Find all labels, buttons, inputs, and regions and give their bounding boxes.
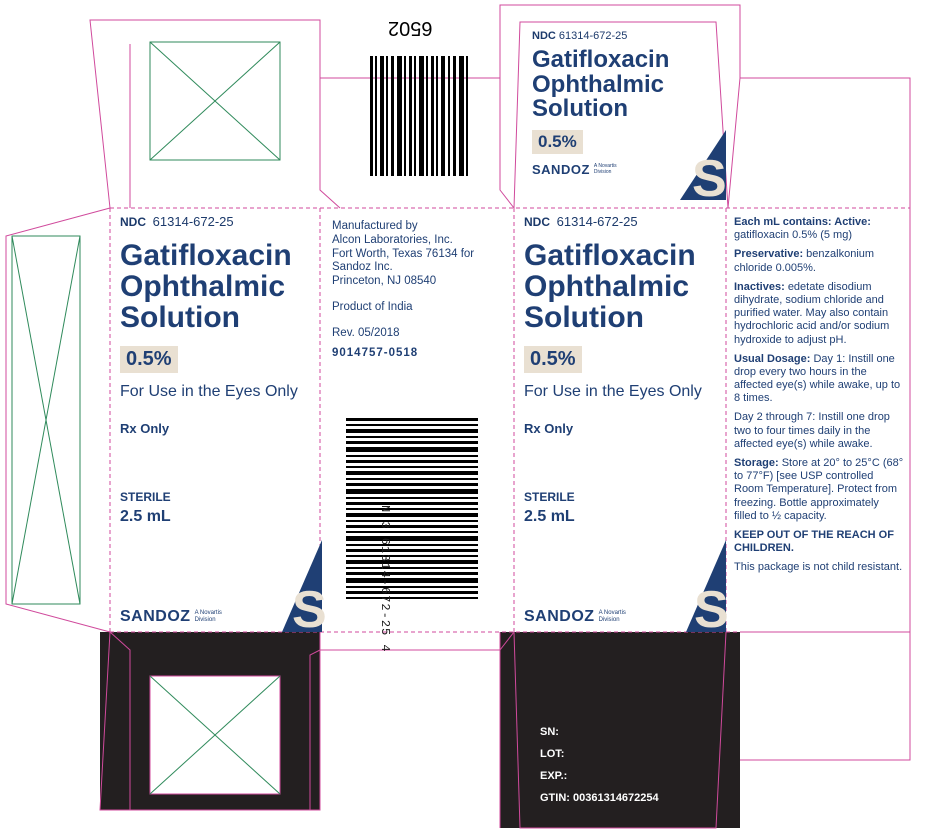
exp-label: EXP.: [540,770,568,782]
brand-logo-top [532,162,712,177]
brand-logo-right [524,608,626,626]
barcode-number: N 3 61314-672-25 4 [378,505,392,653]
brand-sub: A Novartis Division [598,610,626,623]
brand-name: SANDOZ [532,162,590,178]
mfr-line5: Princeton, NJ 08540 [332,275,437,288]
concentration-badge: 0.5% [524,346,582,373]
front-panel-left [120,214,320,526]
brand-sub: A Novartis Division [194,610,222,623]
top-code: 6502 [388,17,433,39]
product-line1: Gatifloxacin [120,239,292,272]
product-line3: Solution [524,300,644,334]
item-code: 9014757-0518 [332,346,419,359]
product-line1: Gatifloxacin [532,46,670,73]
svg-text:S: S [694,581,729,639]
svg-text:S: S [692,150,727,208]
ndc-number: 61314-672-25 [558,30,628,42]
preservative: Preservative: benzalkonium chloride 0.005%. [734,248,875,274]
ndc-number: 61314-672-25 [556,214,638,229]
svg-text:S: S [292,581,327,639]
front-panel-right [524,214,724,526]
origin: Product of India [332,300,413,313]
product-line1: Gatifloxacin [524,239,696,272]
brand-logo-left [120,608,222,626]
sterile-label: STERILE [120,489,171,504]
brand-sub: A Novartis Division [593,163,617,175]
product-title [532,48,712,122]
sn-label: SN: [540,726,559,738]
use-text: For Use in the Eyes Only [524,382,702,400]
mfr-line2: Alcon Laboratories, Inc. [332,233,453,246]
rx-only: Rx Only [524,420,574,436]
dosage: Usual Dosage: Day 1: Instill one drop every two hours in the affected eye(s) while awake, up to 8 times. [734,352,901,405]
product-line2: Ophthalmic [120,269,286,303]
ndc-label: NDC [532,30,556,42]
ndc-number: 61314-672-25 [152,214,234,229]
code-area [540,726,720,804]
use-text: For Use in the Eyes Only [120,382,298,400]
rx-only: Rx Only [120,420,170,436]
top-flap-panel [532,30,712,177]
volume-label: 2.5 mL [524,507,575,525]
revision: Rev. 05/2018 [332,326,400,339]
top-barcode [370,56,468,176]
warning: KEEP OUT OF THE REACH OF CHILDREN. [734,528,894,555]
ndc-line [524,214,724,229]
resistant: This package is not child resistant. [734,561,903,574]
side-barcode [346,418,478,599]
brand-name: SANDOZ [524,608,595,625]
inactives: Inactives: edetate disodium dihydrate, sodium chloride and purified water. May also contain hydrochloric acid and/or sodium hydroxide to adjust pH. [734,280,890,346]
dosage-day2: Day 2 through 7: Instill one drop two to four times daily in the affected eye(s) while awake. [734,411,890,450]
ndc-label: NDC [524,215,550,229]
ndc-line [532,30,712,42]
product-line2: Ophthalmic [532,70,665,98]
manufacturer-panel [332,220,502,360]
info-panel [734,216,904,581]
lot-label: LOT: [540,748,565,760]
mfr-line1: Manufactured by [332,220,418,232]
storage: Storage: Store at 20° to 25°C (68° to 77°F) [see USP controlled Room Temperature]. Protect from freezing. Bottle approximately filled to ½ capacity. [734,457,904,522]
volume-label: 2.5 mL [120,507,171,525]
ndc-label: NDC [120,215,146,229]
sterile-label: STERILE [524,489,575,504]
product-line3: Solution [532,95,628,123]
concentration-badge: 0.5% [532,130,583,154]
concentration-badge: 0.5% [120,346,178,373]
product-title [524,241,724,334]
mfr-line3: Fort Worth, Texas 76134 for [332,247,475,260]
ndc-line [120,214,320,229]
contains: Each mL contains: Active: gatifloxacin 0.5% (5 mg) [734,216,871,242]
product-title [120,241,320,334]
gtin-label: GTIN: 00361314672254 [540,792,659,804]
product-line3: Solution [120,300,240,334]
brand-name: SANDOZ [120,608,191,625]
mfr-line4: Sandoz Inc. [332,261,393,274]
product-line2: Ophthalmic [524,269,690,303]
